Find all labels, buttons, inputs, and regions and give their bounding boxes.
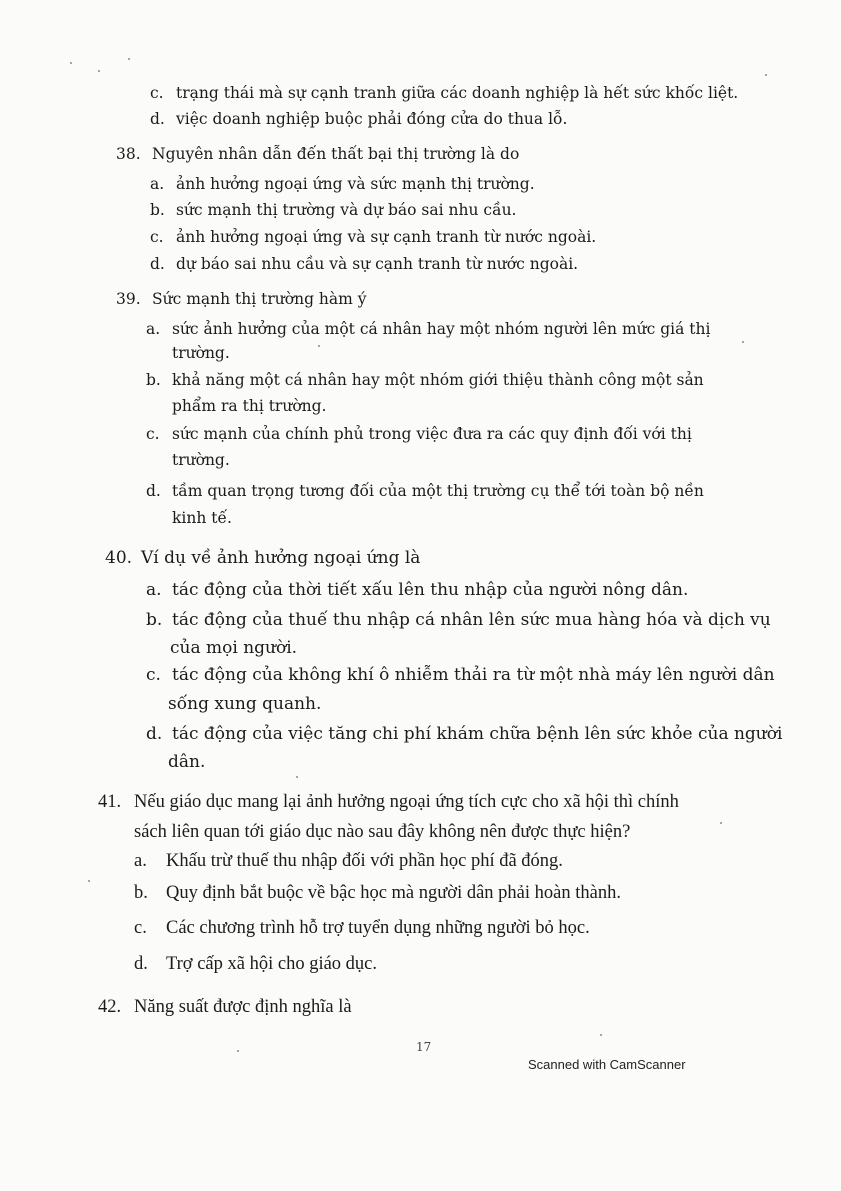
q38-option-b [150, 201, 516, 219]
q39-option-b [146, 371, 704, 389]
option-label: a. [134, 851, 147, 871]
option-text: kinh tế. [172, 509, 232, 527]
question-text: Ví dụ về ảnh hưởng ngoại ứng là [141, 548, 421, 568]
q37-option-c [150, 84, 738, 102]
option-text: sức mạnh của chính phủ trong việc đưa ra các quy định đối với thị [172, 425, 692, 443]
q40-option-d [146, 724, 782, 744]
option-text: Trợ cấp xã hội cho giáo dục. [166, 954, 378, 974]
option-text: Khấu trừ thuế thu nhập đối với phần học phí đã đóng. [166, 851, 563, 871]
scan-speck [720, 822, 722, 824]
option-text: tác động của việc tăng chi phí khám chữa bệnh lên sức khỏe của người [172, 724, 783, 744]
option-text: sống xung quanh. [168, 694, 322, 714]
option-text: việc doanh nghiệp buộc phải đóng cửa do thua lỗ. [176, 110, 568, 128]
q41-stem [98, 792, 679, 813]
question-number: 38. [116, 145, 141, 163]
scan-speck [600, 1034, 602, 1036]
scan-speck [128, 58, 130, 60]
scan-speck [296, 776, 298, 778]
question-number: 41. [98, 792, 122, 812]
camscanner-watermark: Scanned with CamScanner [528, 1057, 686, 1072]
option-label: d. [146, 482, 161, 500]
option-text: tác động của không khí ô nhiễm thải ra từ một nhà máy lên người dân [172, 665, 775, 685]
question-number: 42. [98, 997, 122, 1017]
option-text: của mọi người. [170, 638, 298, 658]
q40-option-c [146, 665, 775, 685]
option-text: sức mạnh thị trường và dự báo sai nhu cầu. [176, 201, 517, 219]
option-label: c. [150, 84, 164, 102]
q39-option-c-cont [172, 451, 230, 469]
q39-stem [116, 290, 367, 308]
q41-option-d [134, 954, 377, 975]
option-label: a. [146, 580, 162, 600]
q37-option-d [150, 110, 567, 128]
option-text: dự báo sai nhu cầu và sự cạnh tranh từ nước ngoài. [176, 255, 579, 273]
option-label: b. [146, 610, 163, 630]
option-text: khả năng một cá nhân hay một nhóm giới thiệu thành công một sản [172, 371, 704, 389]
q39-option-b-cont [172, 397, 327, 415]
q38-stem [116, 145, 519, 163]
question-text: Nguyên nhân dẫn đến thất bại thị trường là do [152, 145, 520, 163]
q39-option-d [146, 482, 704, 500]
option-text: ảnh hưởng ngoại ứng và sức mạnh thị trường. [176, 175, 535, 193]
scan-speck [318, 345, 320, 347]
question-number: 40. [105, 548, 133, 568]
question-number: 39. [116, 290, 141, 308]
option-label: a. [146, 320, 161, 338]
option-label: c. [146, 665, 161, 685]
q40-option-c-cont [168, 694, 321, 714]
q41-option-a [134, 851, 563, 872]
option-text: Quy định bắt buộc về bậc học mà người dân phải hoàn thành. [166, 883, 621, 903]
q38-option-a [150, 175, 535, 193]
option-label: c. [150, 228, 164, 246]
option-text: ảnh hưởng ngoại ứng và sự cạnh tranh từ nước ngoài. [176, 228, 597, 246]
option-label: d. [150, 110, 165, 128]
q41-stem-cont [134, 822, 630, 843]
q40-option-a [146, 580, 688, 600]
q38-option-c [150, 228, 596, 246]
option-text: tác động của thời tiết xấu lên thu nhập của người nông dân. [172, 580, 689, 600]
option-text: trạng thái mà sự cạnh tranh giữa các doanh nghiệp là hết sức khốc liệt. [176, 84, 739, 102]
option-label: d. [146, 724, 163, 744]
scan-speck [70, 62, 72, 64]
option-label: a. [150, 175, 165, 193]
scan-speck [88, 880, 90, 882]
question-text: Sức mạnh thị trường hàm ý [152, 290, 367, 308]
option-text: phẩm ra thị trường. [172, 397, 327, 415]
page-number: 17 [416, 1040, 432, 1054]
option-label: b. [134, 883, 148, 903]
question-text: sách liên quan tới giáo dục nào sau đây không nên được thực hiện? [134, 822, 631, 842]
option-text: dân. [168, 752, 206, 772]
option-label: c. [134, 918, 147, 938]
option-text: Các chương trình hỗ trợ tuyển dụng những người bỏ học. [166, 918, 590, 938]
option-text: trường. [172, 451, 230, 469]
q39-option-c [146, 425, 692, 443]
q39-option-a-cont [172, 344, 230, 362]
scan-speck [237, 1050, 239, 1052]
q40-option-d-cont [168, 752, 205, 772]
option-label: d. [150, 255, 165, 273]
option-label: b. [146, 371, 161, 389]
option-label: d. [134, 954, 148, 974]
option-label: b. [150, 201, 165, 219]
q38-option-d [150, 255, 578, 273]
q42-stem [98, 997, 352, 1018]
scan-speck [742, 341, 744, 343]
q40-option-b [146, 610, 771, 630]
option-text: tầm quan trọng tương đối của một thị trường cụ thể tới toàn bộ nền [172, 482, 704, 500]
q39-option-a [146, 320, 710, 338]
option-text: sức ảnh hưởng của một cá nhân hay một nhóm người lên mức giá thị [172, 320, 711, 338]
option-text: trường. [172, 344, 230, 362]
scan-speck [765, 74, 767, 76]
q39-option-d-cont [172, 509, 232, 527]
option-label: c. [146, 425, 160, 443]
question-text: Nếu giáo dục mang lại ảnh hưởng ngoại ứng tích cực cho xã hội thì chính [134, 792, 679, 812]
q41-option-c [134, 918, 590, 939]
scan-speck [98, 70, 100, 72]
question-text: Năng suất được định nghĩa là [134, 997, 352, 1017]
q40-stem [105, 548, 420, 568]
q40-option-b-cont [170, 638, 297, 658]
q41-option-b [134, 883, 621, 904]
option-text: tác động của thuế thu nhập cá nhân lên sức mua hàng hóa và dịch vụ [172, 610, 771, 630]
